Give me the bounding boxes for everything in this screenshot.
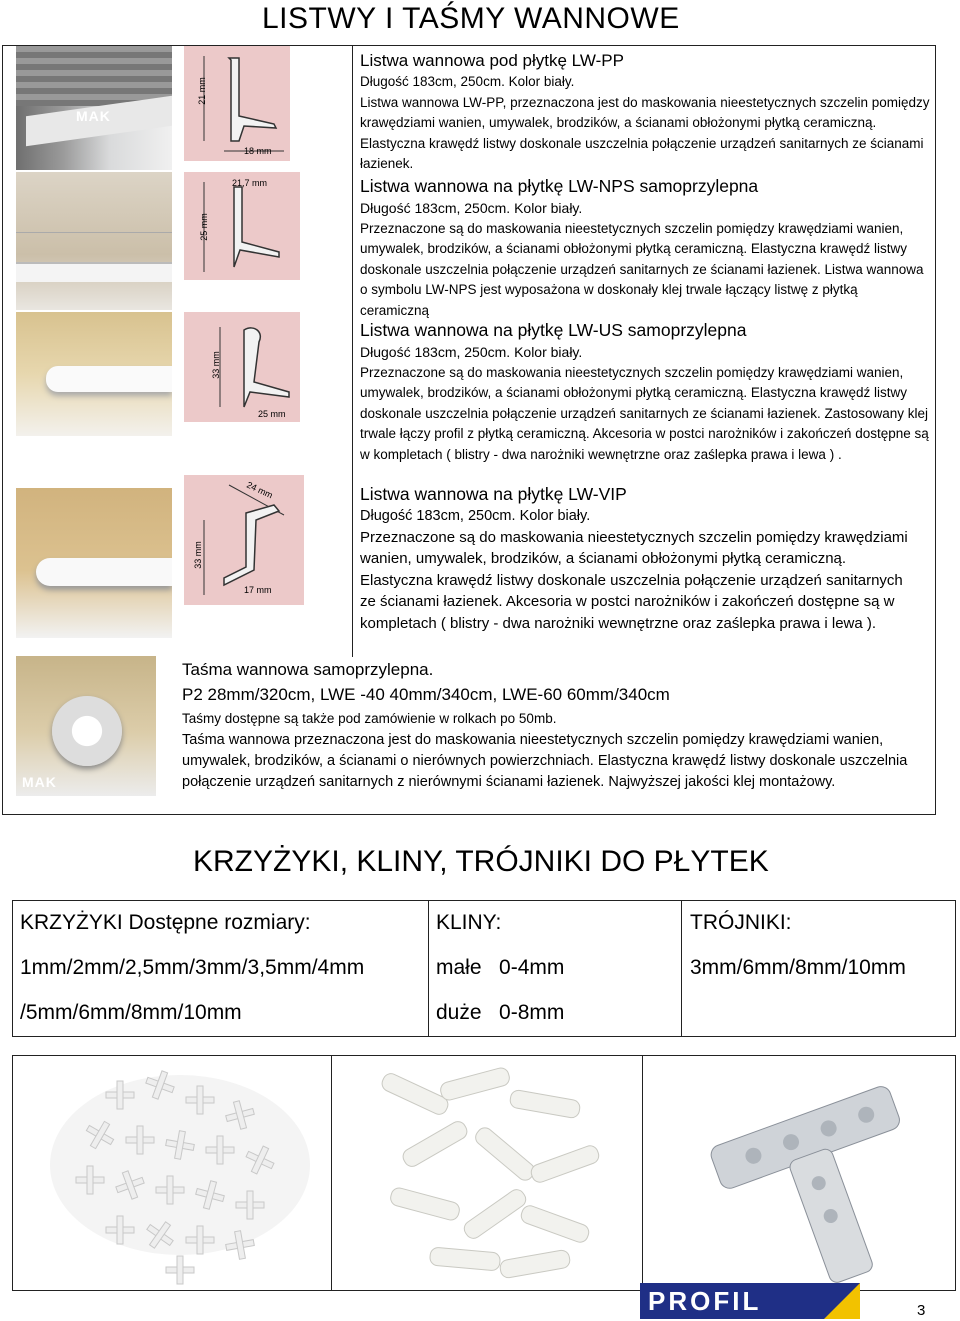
dim-label: 33 mm xyxy=(192,541,203,569)
tape-note: Taśmy dostępne są także pod zamówienie w rolkach po 50mb. xyxy=(182,711,557,726)
tape-sizes: P2 28mm/320cm, LWE -40 40mm/340cm, LWE-60 60mm/340cm xyxy=(182,685,670,704)
mak-logo-tape: MAK xyxy=(22,774,57,790)
diagram-lw-pp xyxy=(184,46,290,161)
col-title: TRÓJNIKI: xyxy=(690,911,792,934)
page-title: LISTWY I TAŚMY WANNOWE xyxy=(262,2,680,35)
diagram-lw-us xyxy=(184,312,300,422)
product-name: Listwa wannowa pod płytkę LW-PP xyxy=(360,51,624,70)
diagram-lw-vip xyxy=(184,475,304,605)
product-desc: Przeznaczone są do maskowania nieestetycznych szczelin pomiędzy krawędziami wanien, umywalek, brodzików, a ścianami obłożonymi płytką ceramiczną. Elastyczna krawędź listwy doskonale uszczelnia połączenie urządzeń sanitarnych ze ścianami łazienek. Zastosowany klej trwale łączy profil z płytką ceramiczną. Akcesoria w postci narożników i zakończeń dostępne są w kompletach ( blistry - dwa narożniki wewnętrzne oraz zaślepka prawa i lewa ) . xyxy=(360,364,929,462)
dim-label: 25 mm xyxy=(258,409,286,419)
mak-logo: MAK xyxy=(76,108,111,124)
tee-illustration xyxy=(680,1055,940,1290)
product-length: Długość 183cm, 250cm. Kolor biały. xyxy=(360,344,583,360)
product-lw-nps xyxy=(360,174,930,321)
tape-desc: Taśma wannowa przeznaczona jest do maskowania nieestetycznych szczelin pomiędzy krawędziami wanien, umywalek, brodzików, a ścianami o nierównych powierzchniach. Elastyczna krawędź listwy doskonale uszczelnia połączenie urządzeń sanitarnych z nierównymi ścianami łazienek. Najwyższej jakości klej montażowy. xyxy=(182,732,908,790)
product-lw-us xyxy=(360,318,930,465)
dim-label: 25 mm xyxy=(198,213,209,241)
col-line: małe 0-4mm xyxy=(436,956,565,979)
product-length: Długość 183cm, 250cm. Kolor biały. xyxy=(360,74,575,89)
tape-section xyxy=(182,658,922,793)
photo-lw-pp xyxy=(16,46,172,170)
product-name: Listwa wannowa na płytkę LW-NPS samoprzylepna xyxy=(360,176,759,196)
table-col-tees xyxy=(682,900,956,1036)
page-number: 3 xyxy=(917,1302,926,1319)
col-line: 1mm/2mm/2,5mm/3mm/3,5mm/4mm xyxy=(20,956,365,979)
photo-lw-vip xyxy=(16,488,172,638)
photo-lw-us xyxy=(16,312,172,436)
col-title: KLINY: xyxy=(436,911,502,934)
dim-label: 21,7 mm xyxy=(232,178,268,188)
table-col-wedges xyxy=(428,900,682,1036)
profile-drawing-lw-us xyxy=(184,312,300,422)
section-title-accessories: KRZYŻYKI, KLINY, TRÓJNIKI DO PŁYTEK xyxy=(193,845,769,878)
logo-text: PROFIL xyxy=(648,1286,762,1316)
photo-tile-tees xyxy=(680,1055,940,1290)
col-line: duże 0-8mm xyxy=(436,1001,565,1024)
product-length: Długość 183cm, 250cm. Kolor biały. xyxy=(360,508,591,524)
product-desc: Przeznaczone są do maskowania nieestetycznych szczelin pomiędzy krawędziami wanien, umywalek, brodzików, a ścianami obłożonymi płytką ceramiczną. Elastyczna krawędź listwy doskonale uszczelnia połączenie urządzeń sanitarnych ze ścianami łazienek. Akcesoria w postci narożników i zakończeń dostępne są w kompletach ( blistry - dwa narożniki wewnętrzne oraz zaślepka prawa i lewa ). xyxy=(360,528,908,632)
photo-tile-wedges xyxy=(360,1055,620,1290)
product-name: Listwa wannowa na płytkę LW-US samoprzylepna xyxy=(360,320,747,340)
crosses-illustration xyxy=(30,1055,320,1290)
col-title: KRZYŻYKI Dostępne rozmiary: xyxy=(20,911,311,934)
table-col-crosses xyxy=(12,900,428,1036)
product-lw-pp xyxy=(360,49,930,175)
product-name: Listwa wannowa na płytkę LW-VIP xyxy=(360,484,627,504)
photo-lw-nps xyxy=(16,172,172,310)
dim-label: 17 mm xyxy=(244,585,272,595)
logo-corner-accent xyxy=(824,1283,860,1319)
product-desc: Przeznaczone są do maskowania nieestetycznych szczelin pomiędzy krawędziami wanien, umywalek, brodzików, a ścianami obłożonymi płytką ceramiczną. Elastyczna krawędź listwy doskonale uszczelnia połączenie urządzeń sanitarnych ze ścianami łazienek. Listwa wannowa o symbolu LW-NPS jest wyposażona w doskonały klej trwale łączący listwę z płytką ceramiczną xyxy=(360,220,924,318)
dim-label: 33 mm xyxy=(210,351,221,379)
wedges-illustration xyxy=(360,1055,620,1290)
photo-tape xyxy=(16,656,156,796)
product-lw-vip xyxy=(360,482,910,634)
product-desc: Listwa wannowa LW-PP, przeznaczona jest do maskowania nieestetycznych szczelin pomiędzy krawędziami wanien, umywalek, brodzików, a ścianami obłożonymi płytką ceramiczną. Elastyczna krawędź listwy doskonale uszczelnia połączenie urządzeń sanitarnych ze ścianami łazienek. xyxy=(360,94,930,171)
product-length: Długość 183cm, 250cm. Kolor biały. xyxy=(360,200,583,216)
dim-label: 21 mm xyxy=(196,77,207,105)
col-line: 3mm/6mm/8mm/10mm xyxy=(690,956,906,979)
profil-logo xyxy=(640,1283,860,1319)
dim-label: 18 mm xyxy=(244,146,272,156)
photo-tile-crosses xyxy=(30,1055,320,1290)
diagram-lw-nps xyxy=(184,172,300,280)
tape-name: Taśma wannowa samoprzylepna. xyxy=(182,660,434,679)
dim-label: 24 mm xyxy=(245,479,275,501)
col-line: /5mm/6mm/8mm/10mm xyxy=(20,1001,242,1024)
